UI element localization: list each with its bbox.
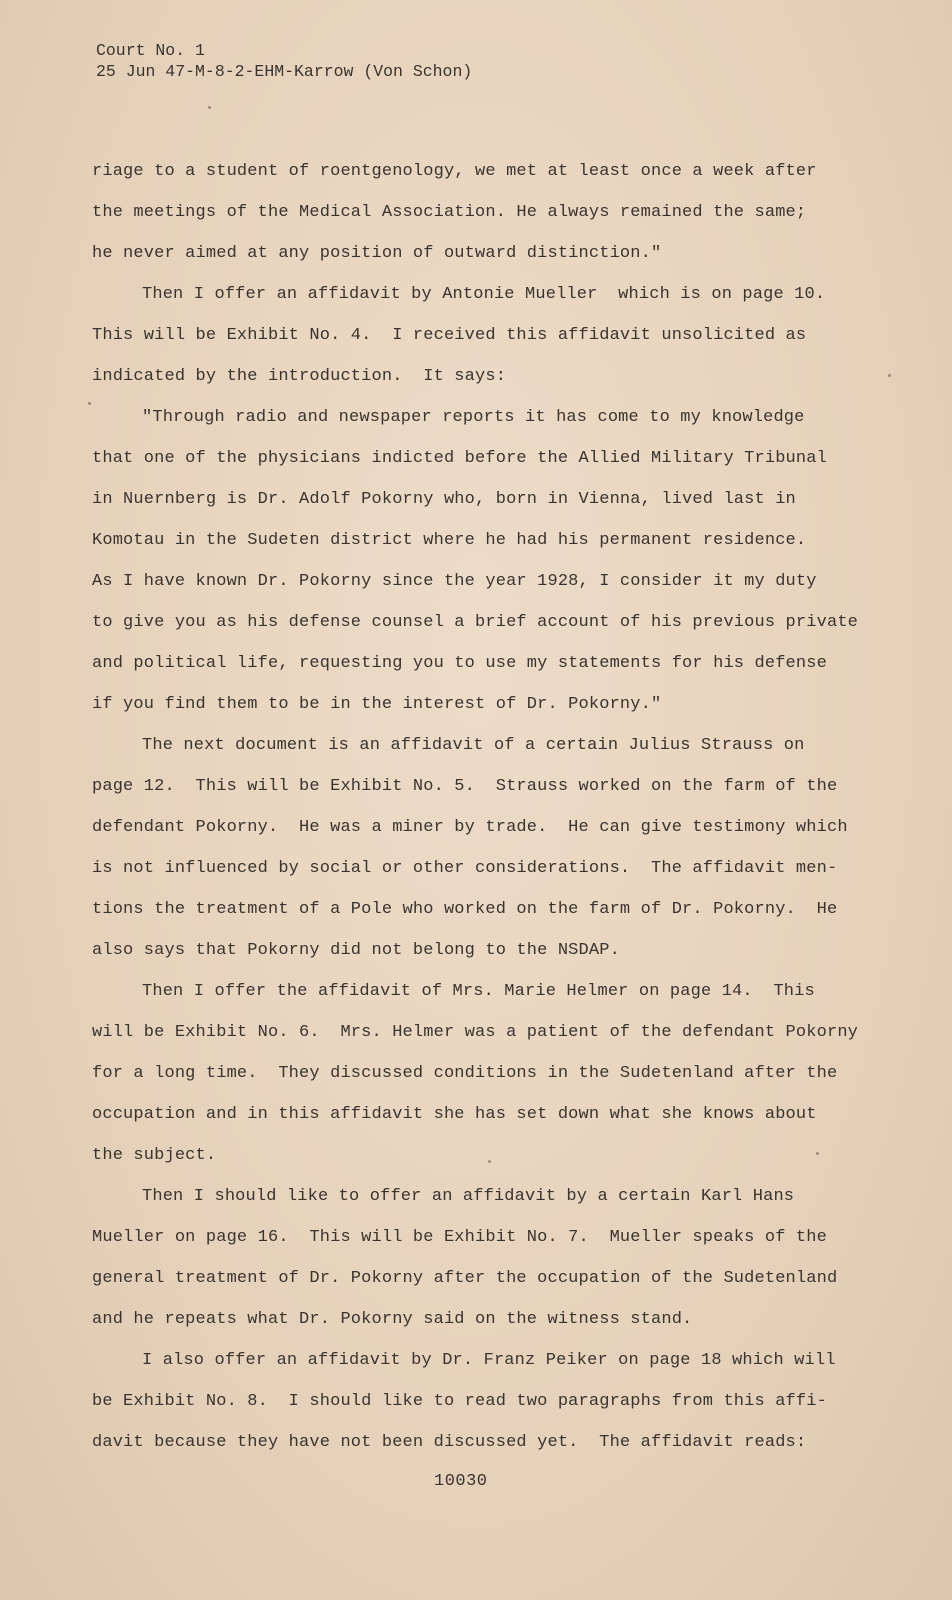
paper-speck (816, 1152, 819, 1155)
transcript-line: tions the treatment of a Pole who worked on the farm of Dr. Pokorny. He (92, 900, 838, 919)
session-code: 25 Jun 47-M-8-2-EHM-Karrow (Von Schon) (96, 62, 473, 81)
page-number: 10030 (434, 1472, 488, 1491)
transcript-line: "Through radio and newspaper reports it has come to my knowledge (142, 408, 805, 427)
document-header (96, 40, 472, 82)
transcript-line: and political life, requesting you to use my statements for his defense (92, 654, 827, 673)
transcript-line: Then I offer an affidavit by Antonie Mueller which is on page 10. (142, 285, 826, 304)
transcript-line: As I have known Dr. Pokorny since the year 1928, I consider it my duty (92, 572, 817, 591)
transcript-line: davit because they have not been discussed yet. The affidavit reads: (92, 1433, 807, 1452)
transcript-line: defendant Pokorny. He was a miner by trade. He can give testimony which (92, 818, 848, 837)
transcript-line: page 12. This will be Exhibit No. 5. Strauss worked on the farm of the (92, 777, 838, 796)
transcript-line: for a long time. They discussed conditions in the Sudetenland after the (92, 1064, 838, 1083)
transcript-line: Then I offer the affidavit of Mrs. Marie Helmer on page 14. This (142, 982, 815, 1001)
transcript-line: to give you as his defense counsel a brief account of his previous private (92, 613, 859, 632)
transcript-line: will be Exhibit No. 6. Mrs. Helmer was a patient of the defendant Pokorny (92, 1023, 859, 1042)
transcript-body (92, 160, 882, 1472)
transcript-line: The next document is an affidavit of a certain Julius Strauss on (142, 736, 805, 755)
paper-speck (888, 374, 891, 377)
transcript-line: be Exhibit No. 8. I should like to read two paragraphs from this affi- (92, 1392, 827, 1411)
paper-speck (88, 402, 91, 405)
transcript-line: This will be Exhibit No. 4. I received this affidavit unsolicited as (92, 326, 807, 345)
transcript-line: Komotau in the Sudeten district where he had his permanent residence. (92, 531, 807, 550)
transcript-line: and he repeats what Dr. Pokorny said on the witness stand. (92, 1310, 693, 1329)
transcript-line: the subject. (92, 1146, 217, 1165)
transcript-line: is not influenced by social or other considerations. The affidavit men- (92, 859, 838, 878)
transcript-line: I also offer an affidavit by Dr. Franz Peiker on page 18 which will (142, 1351, 836, 1370)
transcript-line: occupation and in this affidavit she has set down what she knows about (92, 1105, 817, 1124)
transcript-line: if you find them to be in the interest of Dr. Pokorny." (92, 695, 662, 714)
court-number: Court No. 1 (96, 41, 205, 60)
transcript-line: that one of the physicians indicted before the Allied Military Tribunal (92, 449, 827, 468)
transcript-line: Then I should like to offer an affidavit by a certain Karl Hans (142, 1187, 795, 1206)
transcript-line: Mueller on page 16. This will be Exhibit No. 7. Mueller speaks of the (92, 1228, 827, 1247)
transcript-line: the meetings of the Medical Association. He always remained the same; (92, 203, 807, 222)
paper-speck (208, 106, 211, 109)
transcript-line: he never aimed at any position of outward distinction." (92, 244, 662, 263)
transcript-line: in Nuernberg is Dr. Adolf Pokorny who, born in Vienna, lived last in (92, 490, 796, 509)
transcript-line: general treatment of Dr. Pokorny after the occupation of the Sudetenland (92, 1269, 838, 1288)
paper-speck (488, 1160, 491, 1163)
transcript-line: riage to a student of roentgenology, we met at least once a week after (92, 162, 817, 181)
transcript-line: also says that Pokorny did not belong to the NSDAP. (92, 941, 620, 960)
transcript-line: indicated by the introduction. It says: (92, 367, 507, 386)
